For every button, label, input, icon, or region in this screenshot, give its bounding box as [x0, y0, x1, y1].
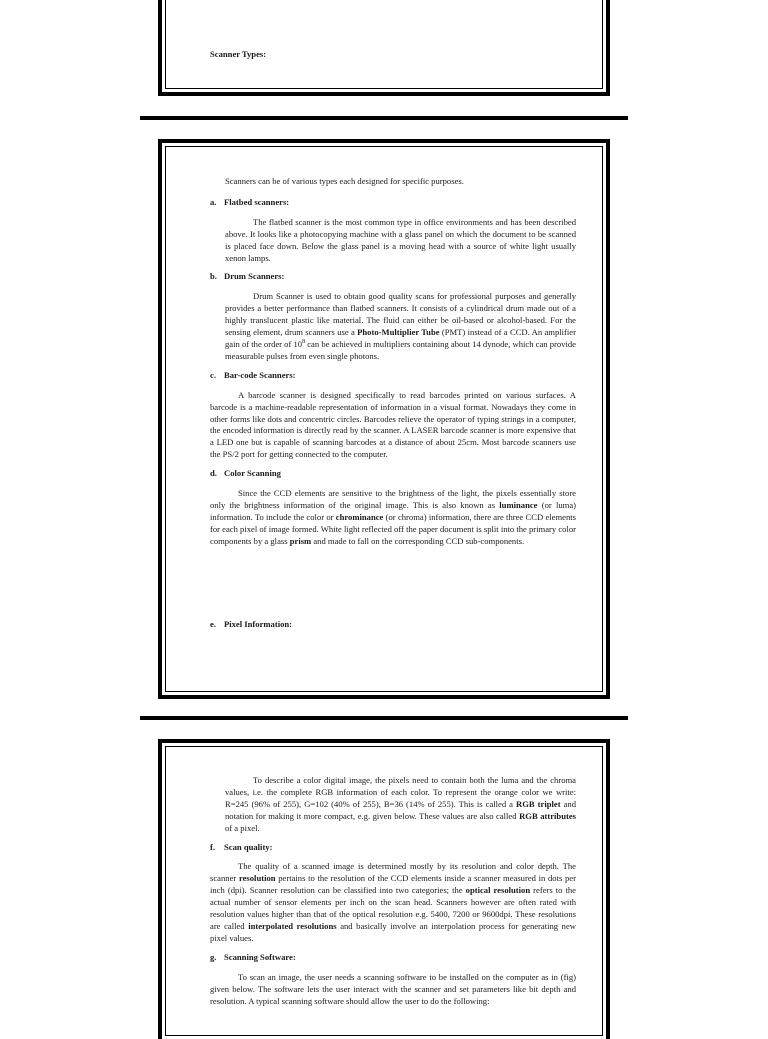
text-run: Drum Scanner is used to obtain good quality scans for professional purposes and generally provides a better performance than flatbed scanners. It consists of a cylindrical drum made out of a highly translucent plastic like material. The fluid can either be oil-based or alcohol-based. For the sensing element, drum scanners use a: [225, 291, 576, 338]
superscript: 8: [302, 339, 306, 346]
bold-term: RGB triplet: [516, 798, 561, 809]
document-page-2: [158, 139, 610, 699]
section-title: Bar-code Scanners:: [224, 369, 296, 380]
section-title: Color Scanning: [224, 468, 281, 479]
barcode-paragraph: A barcode scanner is designed specifically to read barcodes printed on various surfaces. A barcode is a machine-readable representation of information in a visual format. Nowadays they come in other forms like dots and concentric circles. Barcodes relieve the operator of typing strings in a computer, the encoded information is directly read by the scanner. A LASER barcode scanner is more expensive that a LED one but is capable of scanning barcodes at a distance of about 25cm. Most barcode scanners use the PS/2 port for getting connected to the computer.: [210, 389, 576, 460]
section-letter: d.: [210, 468, 217, 479]
text-run: and made to fall on the corresponding CCD sub-components.: [311, 535, 525, 546]
section-a-heading: [210, 197, 576, 209]
text-run: refers to the actual number of sensor elements per inch on the scan head. Scanners however are often rated with resolution values higher than that of the optical resolution e.g. 5400, 7200 or 9600dpi. These resolutions are called: [210, 885, 576, 931]
section-b-heading: [210, 271, 576, 283]
text-run: of a pixel.: [225, 822, 260, 833]
text-run: can be achieved in multipliers containing about 14 dynode, which can provide measurable pulses from even single photons.: [225, 338, 576, 361]
bold-term: RGB attributes: [519, 810, 576, 821]
text-run: and basically involve an interpolation process for generating new pixel values.: [210, 920, 577, 943]
section-title: Scan quality:: [224, 841, 273, 852]
section-title: Pixel Information:: [224, 618, 293, 629]
page-1-content: [210, 49, 576, 69]
text-run: and notation for making it more compact, e.g. given below. These values are also called: [225, 798, 576, 821]
text-run: pertains to the resolution of the CCD elements inside a scanner measured in dots per inch (dpi). Scanner resolution can be classified into two categories; the: [210, 873, 576, 896]
bold-term: Photo-Multiplier Tube: [357, 327, 440, 338]
scanner-types-heading: Scanner Types:: [210, 49, 267, 59]
drum-paragraph: [210, 291, 576, 362]
text-run: To describe a color digital image, the pixels need to contain both the luma and the chroma values, i.e. the complete RGB information of each color. To represent the orange color we write: R=245 (96% of 255), G=102 (40% of 255), B=36 (14% of 255). This is called a: [225, 775, 576, 809]
section-letter: f.: [210, 841, 216, 852]
bold-term: prism: [289, 535, 312, 546]
flatbed-paragraph: The flatbed scanner is the most common type in office environments and has been described above. It looks like a photocopying machine with a glass panel on which the document to be scanned is placed face down. Below the glass panel is a moving head with a source of white light usually xenon lamps.: [225, 216, 576, 263]
section-c-heading: [210, 370, 576, 382]
scan-quality-paragraph: [210, 861, 576, 944]
color-scanning-paragraph: [210, 488, 576, 548]
pixel-information-paragraph: [210, 775, 576, 835]
text-run: Since the CCD elements are sensitive to the brightness of the light, the pixels essentially store only the brightness information of the original image. This is also known as: [210, 488, 576, 510]
blank-space: [210, 555, 576, 619]
text-run: (PMT) instead of a CCD. An amplifier gain of the order of 10: [225, 327, 576, 349]
section-f-heading: [210, 842, 576, 854]
section-title: Flatbed scanners:: [224, 196, 290, 207]
section-letter: b.: [210, 271, 217, 282]
text-run: (or chroma) information, there are three CCD elements for each pixel of image formed. White light reflected off the paper document is split into the primary color components by a glass: [210, 511, 576, 546]
section-letter: c.: [210, 369, 216, 380]
bold-term: interpolated resolutions: [248, 920, 337, 931]
section-title: Scanning Software:: [224, 951, 296, 962]
document-page-3: [158, 739, 610, 1039]
bold-term: chrominance: [335, 511, 384, 522]
section-g-heading: [210, 952, 576, 964]
section-d-heading: [210, 468, 576, 480]
text-run: (or luma) information. To include the color or: [210, 499, 577, 522]
bold-term: luminance: [499, 499, 538, 510]
page-2-content: [210, 176, 576, 638]
section-title: Drum Scanners:: [224, 271, 285, 282]
section-letter: e.: [210, 618, 216, 629]
page-separator: [140, 716, 628, 720]
bold-term: optical resolution: [465, 885, 531, 896]
page-separator: [140, 116, 628, 120]
text-run: The quality of a scanned image is determined mostly by its resolution and color depth. The scanner: [210, 861, 576, 884]
scanning-software-paragraph: To scan an image, the user needs a scanning software to be installed on the computer as in (fig) given below. The software lets the user interact with the scanner and set parameters like bit depth and resolution. A typical scanning software should allow the user to do the following:: [210, 971, 576, 1006]
section-letter: g.: [210, 951, 217, 962]
bold-term: resolution: [238, 873, 276, 884]
section-letter: a.: [210, 196, 217, 207]
intro-paragraph: Scanners can be of various types each designed for specific purposes.: [225, 176, 464, 186]
document-page-1: [158, 0, 610, 96]
page-3-content: [210, 775, 576, 1014]
section-e-heading: [210, 619, 576, 631]
